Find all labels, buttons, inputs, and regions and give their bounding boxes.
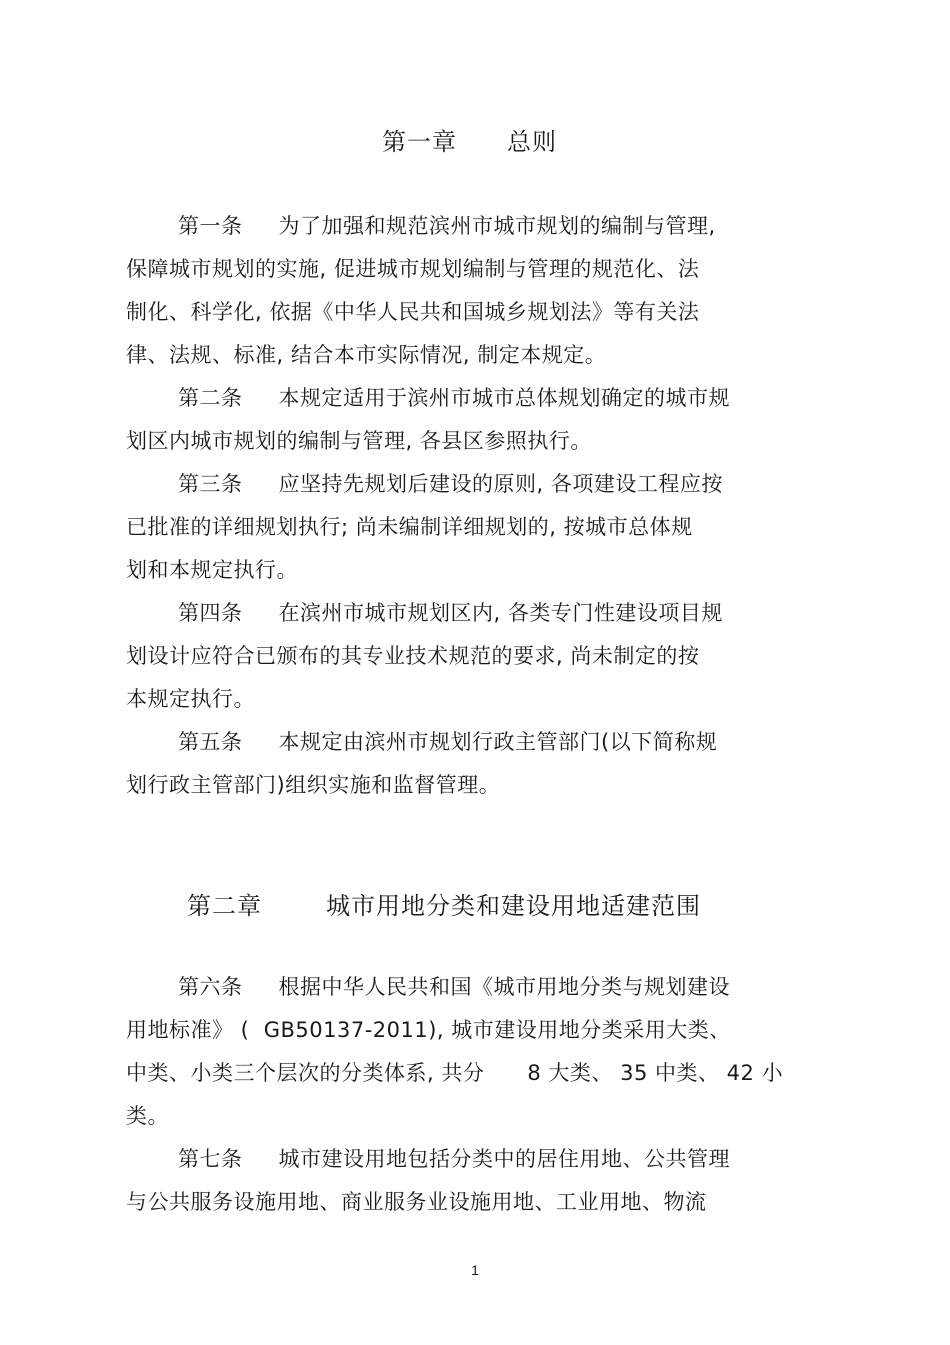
article-7-line-2: 与公共服务设施用地、商业服务业设施用地、工业用地、物流 [126, 1190, 707, 1214]
article-1-line-4: 律、法规、标准, 结合本市实际情况, 制定本规定。 [126, 343, 607, 367]
article-4-line-1 [178, 599, 723, 627]
article-6-line-2: 用地标准》 ( GB50137-2011), 城市建设用地分类采用大类、 [126, 1018, 731, 1042]
article-6-line-1 [178, 973, 730, 1001]
chapter-2-label: 第二章 [187, 892, 262, 920]
article-4-line-3: 本规定执行。 [126, 687, 255, 711]
article-1-line-1 [178, 212, 716, 240]
article-3-line-3: 划和本规定执行。 [126, 558, 298, 582]
article-5-line-1 [178, 728, 717, 756]
article-2-label: 第二条 [178, 386, 243, 410]
article-text: 根据中华人民共和国《城市用地分类与规划建设 [278, 975, 730, 999]
article-3-line-2: 已批准的详细规划执行; 尚未编制详细规划的, 按城市总体规 [126, 515, 693, 539]
chapter-1-heading [382, 122, 557, 157]
article-3-line-1 [178, 470, 723, 498]
chapter-2-heading [187, 886, 701, 921]
article-text: 城市建设用地包括分类中的居住用地、公共管理 [278, 1147, 730, 1171]
article-6-label: 第六条 [178, 975, 243, 999]
article-7-label: 第七条 [178, 1147, 243, 1171]
chapter-1-label: 第一章 [382, 128, 457, 156]
article-1-label: 第一条 [178, 214, 243, 238]
chapter-2-title: 城市用地分类和建设用地适建范围 [326, 892, 701, 920]
article-text: 本规定适用于滨州市城市总体规划确定的城市规 [278, 386, 730, 410]
article-text: 在滨州市城市规划区内, 各类专门性建设项目规 [278, 601, 723, 625]
article-text: 应坚持先规划后建设的原则, 各项建设工程应按 [278, 472, 723, 496]
article-5-line-2: 划行政主管部门)组织实施和监督管理。 [126, 773, 501, 797]
article-text: 本规定由滨州市规划行政主管部门(以下简称规 [278, 730, 718, 754]
article-7-line-1 [178, 1145, 730, 1173]
article-5-label: 第五条 [178, 730, 243, 754]
article-2-line-2: 划区内城市规划的编制与管理, 各县区参照执行。 [126, 429, 592, 453]
page-number: 1 [471, 1262, 479, 1278]
article-4-label: 第四条 [178, 601, 243, 625]
article-3-label: 第三条 [178, 472, 243, 496]
article-6-line-4: 类。 [126, 1104, 169, 1128]
article-text: 为了加强和规范滨州市城市规划的编制与管理, [278, 214, 716, 238]
article-4-line-2: 划设计应符合已颁布的其专业技术规范的要求, 尚未制定的按 [126, 644, 700, 668]
article-1-line-2: 保障城市规划的实施, 促进城市规划编制与管理的规范化、法 [126, 257, 700, 281]
article-2-line-1 [178, 384, 730, 412]
article-6-line-3: 中类、小类三个层次的分类体系, 共分 8 大类、 35 中类、 42 小 [126, 1061, 784, 1085]
article-1-line-3: 制化、科学化, 依据《中华人民共和国城乡规划法》等有关法 [126, 300, 700, 324]
chapter-1-title: 总则 [507, 128, 557, 156]
